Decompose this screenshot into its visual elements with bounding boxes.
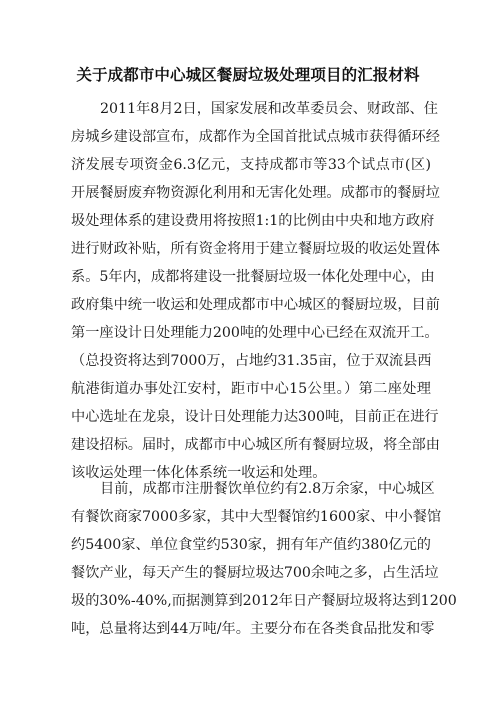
text-line: 吨，总量将达到44万吨/年。主要分布在各类食品批发和零 xyxy=(71,621,435,637)
paragraph-1 xyxy=(71,95,440,487)
text-line: 圾处理体系的建设费用将按照1:1的比例由中央和地方政府 xyxy=(71,213,435,229)
text-line: 圾的30%-40%,而据测算到2012年日产餐厨垃圾将达到1200 xyxy=(71,593,457,609)
text-line: 目前，成都市注册餐饮单位约有2.8万余家，中心城区 xyxy=(100,481,435,497)
text-line: 该收运处理一体化体系统一收运和处理。 xyxy=(71,465,327,481)
text-line: 中心选址在龙泉，设计日处理能力达300吨，目前正在进行 xyxy=(71,409,439,425)
text-line: 济发展专项资金6.3亿元，支持成都市等33个试点市(区) xyxy=(71,157,431,173)
document-title: 关于成都市中心城区餐厨垃圾处理项目的汇报材料 xyxy=(76,66,420,84)
text-line: 房城乡建设部宣布，成都作为全国首批试点城市获得循环经 xyxy=(71,129,440,145)
text-line: 政府集中统一收运和处理成都市中心城区的餐厨垃圾，目前 xyxy=(71,297,440,313)
text-line: 开展餐厨废弃物资源化利用和无害化处理。成都市的餐厨垃 xyxy=(71,185,440,201)
paragraph-2 xyxy=(71,475,457,643)
text-line: 餐饮产业，每天产生的餐厨垃圾达700余吨之多，占生活垃 xyxy=(71,565,439,581)
text-line: 约5400家、单位食堂约530家，拥有年产值约380亿元的 xyxy=(71,537,431,553)
text-line: （总投资将达到7000万，占地约31.35亩，位于双流县西 xyxy=(71,353,432,369)
text-line: 航港街道办事处江安村，距市中心15公里。）第二座处理 xyxy=(71,381,431,397)
text-line: 2011年8月2日，国家发展和改革委员会、财政部、住 xyxy=(100,101,438,117)
text-line: 进行财政补贴，所有资金将用于建立餐厨垃圾的收运处置体 xyxy=(71,241,440,257)
text-line: 有餐饮商家7000多家，其中大型餐馆约1600家、中小餐馆 xyxy=(71,509,442,525)
text-line: 建设招标。届时，成都市中心城区所有餐厨垃圾，将全部由 xyxy=(71,437,440,453)
text-line: 第一座设计日处理能力200吨的处理中心已经在双流开工。 xyxy=(71,325,439,341)
text-line: 系。5年内，成都将建设一批餐厨垃圾一体化处理中心，由 xyxy=(71,269,435,285)
